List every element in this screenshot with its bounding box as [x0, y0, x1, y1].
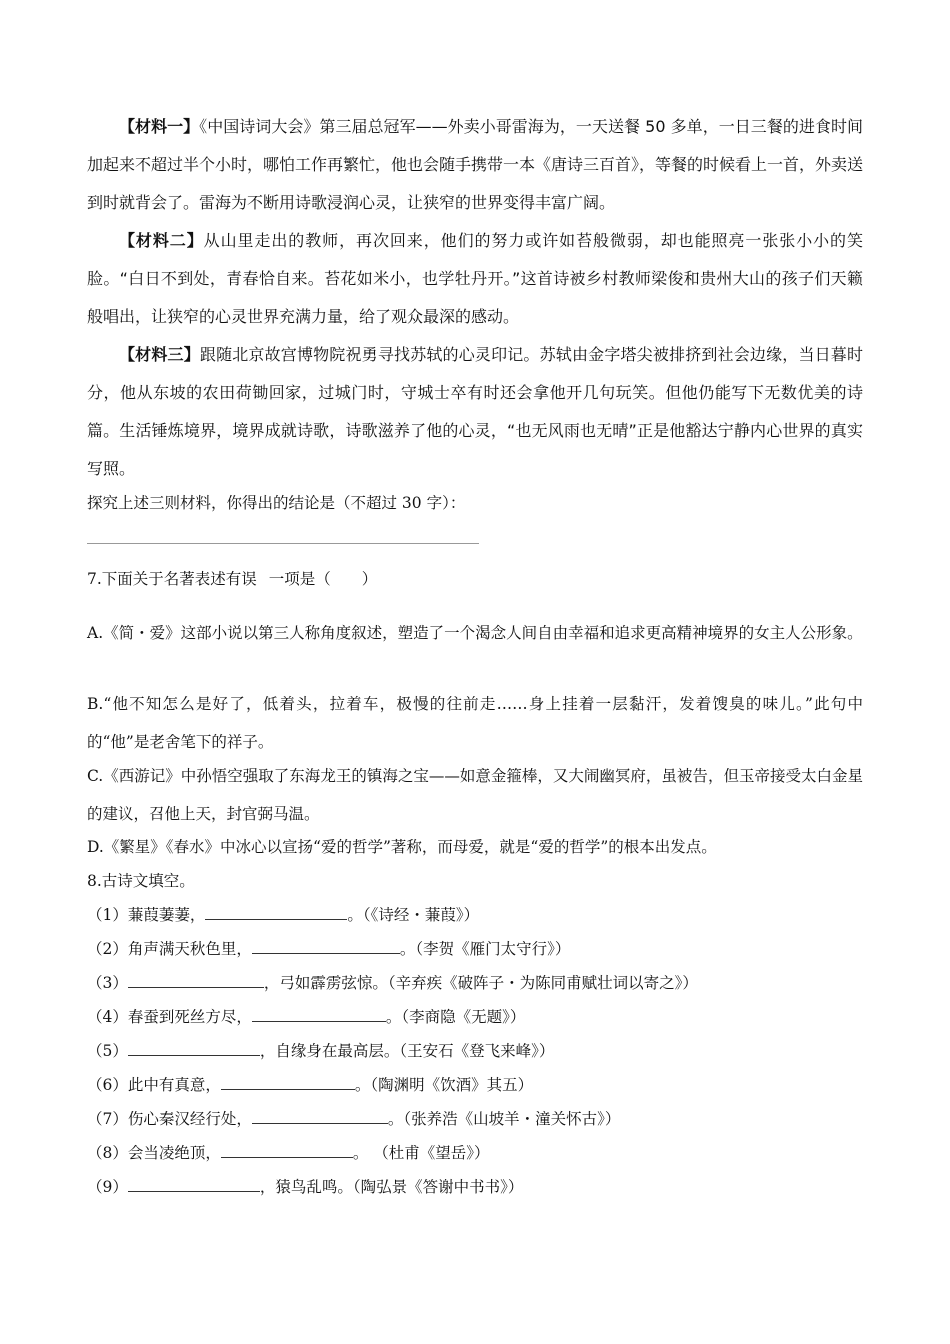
fill-item-1-after: 。（《诗经・蒹葭》）: [347, 906, 480, 924]
fill-item-1-before: （1）蒹葭萋萋，: [87, 906, 206, 924]
fill-item-8-before: （8）会当凌绝顶，: [87, 1144, 221, 1162]
material-two-text: 从山里走出的教师，再次回来，他们的努力或许如苔般微弱，却也能照亮一张张小小的笑脸。“白日不到处，青春恰自来。苔花如米小，也学牡丹开。”这首诗被乡村教师梁俊和贵州大山的孩子们天籁般唱出，让狭窄的心灵世界充满力量，给了观众最深的感动。: [87, 231, 863, 326]
question-7-title-part-a: 7.下面关于名著表述有误: [87, 570, 257, 588]
fill-item-9: [87, 1175, 523, 1199]
fill-item-2-after: 。（李贺《雁门太守行》）: [399, 940, 571, 958]
material-three-tag: 【材料三】: [119, 345, 200, 364]
fill-item-6-after: 。（陶渊明《饮酒》其五）: [354, 1076, 534, 1094]
fill-blank-9[interactable]: [128, 1175, 260, 1192]
question-7-option-a[interactable]: A.《简・爱》这部小说以第三人称角度叙述，塑造了一个渴念人间自由幸福和追求更高精神境界的女主人公形象。: [87, 624, 863, 642]
question-7-title-part-b: 一项是（ ）: [268, 570, 378, 588]
fill-item-4-after: 。（李商隐《无题》）: [385, 1008, 526, 1026]
fill-blank-7[interactable]: [252, 1107, 388, 1124]
material-one-tag: 【材料一】: [119, 117, 200, 136]
material-three-text: 跟随北京故宫博物院祝勇寻找苏轼的心灵印记。苏轼由金字塔尖被排挤到社会边缘，当日暮时分，他从东坡的农田荷锄回家，过城门时，守城士卒有时还会拿他开几句玩笑。但他仍能写下无数优美的诗篇。生活锤炼境界，境界成就诗歌，诗歌滋养了他的心灵，“也无风雨也无晴”正是他豁达宁静内心世界的真实写照。: [87, 345, 863, 478]
answer-blank-line[interactable]: [87, 543, 479, 544]
fill-item-2: [87, 937, 570, 961]
fill-item-9-before: （9）: [87, 1178, 128, 1196]
fill-item-7: [87, 1107, 620, 1131]
fill-item-7-before: （7）伤心秦汉经行处，: [87, 1110, 252, 1128]
fill-blank-2[interactable]: [252, 937, 400, 954]
fill-blank-3[interactable]: [128, 971, 264, 988]
fill-item-2-before: （2）角声满天秋色里，: [87, 940, 252, 958]
fill-blank-1[interactable]: [205, 903, 347, 920]
material-one: [87, 108, 863, 222]
fill-item-5: [87, 1039, 554, 1063]
fill-item-7-after: 。（张养浩《山坡羊・潼关怀古》）: [387, 1110, 621, 1128]
fill-blank-5[interactable]: [128, 1039, 260, 1056]
fill-item-9-after: ，猿鸟乱鸣。（陶弘景《答谢中书书》）: [259, 1178, 524, 1196]
question-7-option-c[interactable]: C.《西游记》中孙悟空强取了东海龙王的镇海之宝——如意金箍棒，又大闹幽冥府，虽被告，但玉帝接受太白金星的建议，召他上天，封官弼马温。: [87, 767, 863, 823]
fill-item-3: [87, 971, 698, 995]
fill-item-4-before: （4）春蚕到死丝方尽，: [87, 1008, 252, 1026]
material-one-text: 《中国诗词大会》第三届总冠军——外卖小哥雷海为，一天送餐 50 多单，一日三餐的进食时间加起来不超过半个小时，哪怕工作再繁忙，他也会随手携带一本《唐诗三百首》，等餐的时候看上一首，外卖送到时就背会了。雷海为不断用诗歌浸润心灵，让狭窄的世界变得丰富广阔。: [87, 117, 864, 212]
conclusion-prompt: 探究上述三则材料，你得出的结论是（不超过 30 字）：: [87, 494, 466, 512]
question-7-option-b[interactable]: B.“他不知怎么是好了，低着头，拉着车，极慢的往前走……身上挂着一层黏汗，发着馊臭的味儿。”此句中的“他”是老舍笔下的祥子。: [87, 695, 863, 751]
fill-item-6: [87, 1073, 533, 1097]
fill-item-6-before: （6）此中有真意，: [87, 1076, 221, 1094]
material-two: [87, 222, 863, 336]
question-7-option-d[interactable]: D.《繁星》《春水》中冰心以宣扬“爱的哲学”著称，而母爱，就是“爱的哲学”的根本出发点。: [87, 838, 717, 856]
question-8-title: 8.古诗文填空。: [87, 872, 195, 890]
material-three: [87, 336, 863, 488]
fill-item-3-before: （3）: [87, 974, 128, 992]
fill-blank-6[interactable]: [221, 1073, 355, 1090]
fill-blank-8[interactable]: [221, 1141, 353, 1158]
fill-item-1: [87, 903, 479, 927]
fill-item-5-after: ，自缘身在最高层。（王安石《登飞来峰》）: [259, 1042, 555, 1060]
question-7-title: [87, 566, 377, 592]
material-two-tag: 【材料二】: [119, 231, 204, 250]
fill-item-5-before: （5）: [87, 1042, 128, 1060]
fill-item-8-after: 。 （杜甫《望岳》）: [352, 1144, 490, 1162]
fill-item-4: [87, 1005, 525, 1029]
fill-item-8: [87, 1141, 490, 1165]
fill-blank-4[interactable]: [252, 1005, 386, 1022]
fill-item-3-after: ，弓如霹雳弦惊。（辛弃疾《破阵子・为陈同甫赋壮词以寄之》）: [263, 974, 698, 992]
